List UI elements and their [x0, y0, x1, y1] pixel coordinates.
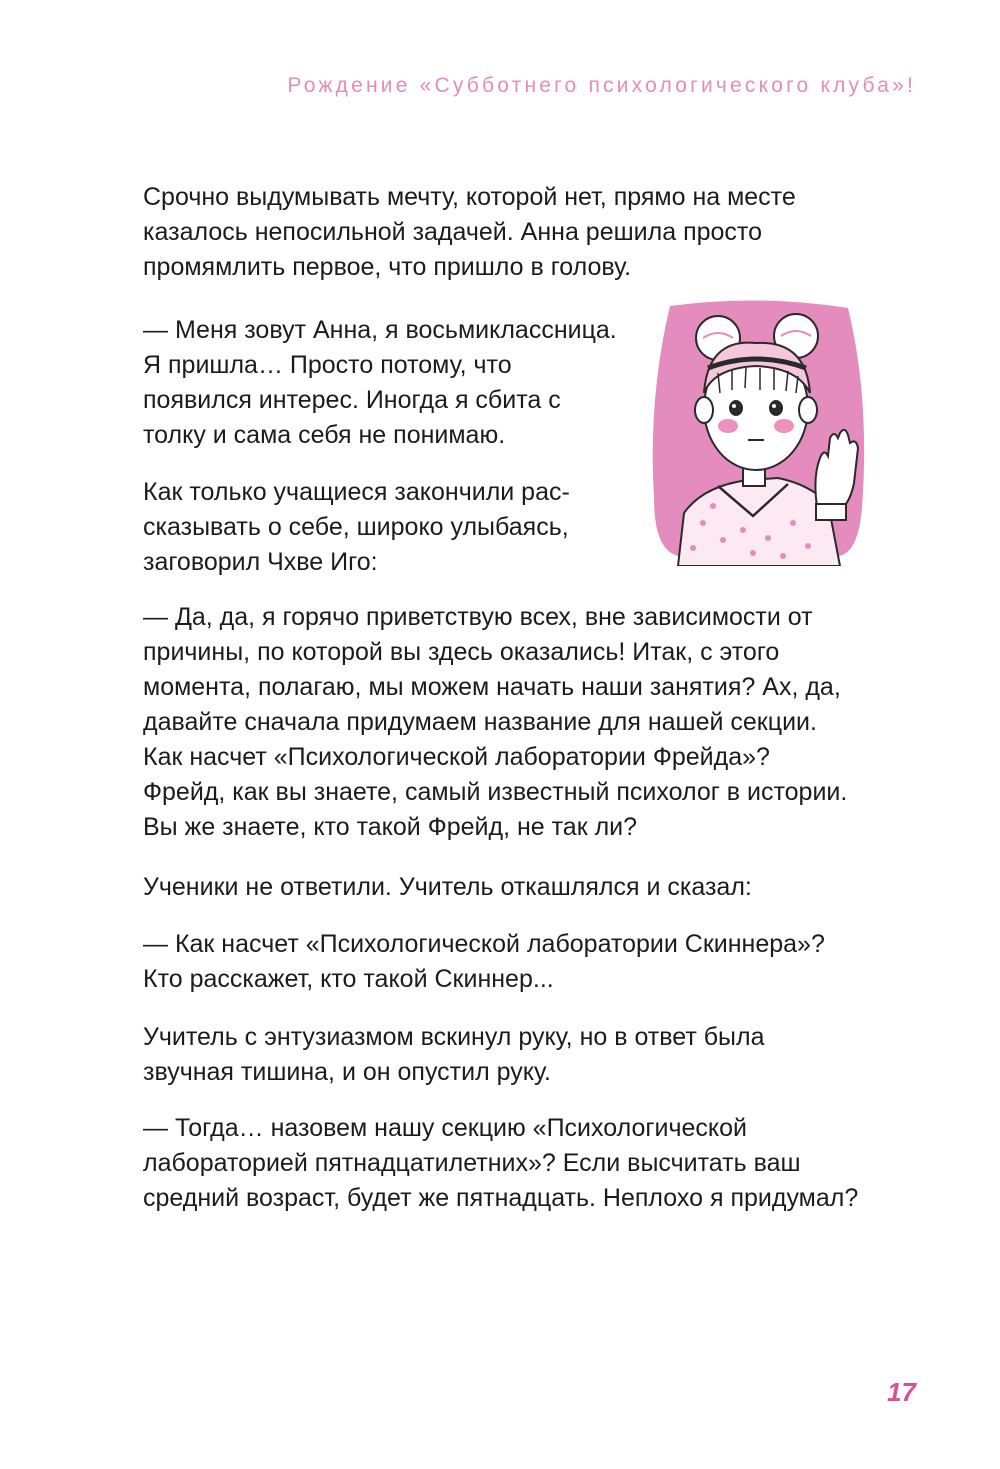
girl-with-hair-buns-waving-illustration — [648, 298, 868, 566]
paragraph-3: Как только учащиеся закончили рассказывать о себе, широко улыбаясь, заговорил Чхве Иго: — [143, 478, 570, 576]
paragraph-7: Учитель с энтузиазмом вскинул руку, но в ответ была звучная тишина, и он опустил руку. — [143, 1023, 765, 1086]
paragraph-6: — Как насчет «Психологической лаборатории Скиннера»? Кто расскажет, кто такой Скиннер... — [143, 930, 825, 993]
paragraph-5: Ученики не ответили. Учитель откашлялся и сказал: — [143, 873, 752, 901]
running-head-title: Рождение «Субботнего психологического клуба»! — [287, 74, 916, 97]
paragraph-1: Срочно выдумывать мечту, которой нет, прямо на месте казалось непосильной задачей. Анна решила просто промямлить первое, что пришло в голову. — [143, 183, 796, 281]
paragraph-2: — Меня зовут Анна, я восьмиклассница. Я пришла… Просто потому, что появился интерес. Иногда я сбита с толку и сама себя не понимаю. — [143, 316, 617, 449]
paragraph-4: — Да, да, я горячо приветствую всех, вне зависимости от причины, по которой вы здесь оказались! Итак, с этого момента, полагаю, мы можем начать наши занятия? Ах, да, давайте сначала придумаем название для нашей секции. Как насчет «Психологической лаборатории Фрейда»? Фрейд, как вы знаете, самый известный психолог в истории. Вы же знаете, кто такой Фрейд, не так ли? — [143, 603, 848, 841]
page-number: 17 — [887, 1377, 916, 1407]
paragraph-8: — Тогда… назовем нашу секцию «Психологической лабораторией пятнадцатилетних»? Если высчитать ваш средний возраст, будет же пятнадцать. Неплохо я придумал? — [143, 1114, 859, 1212]
